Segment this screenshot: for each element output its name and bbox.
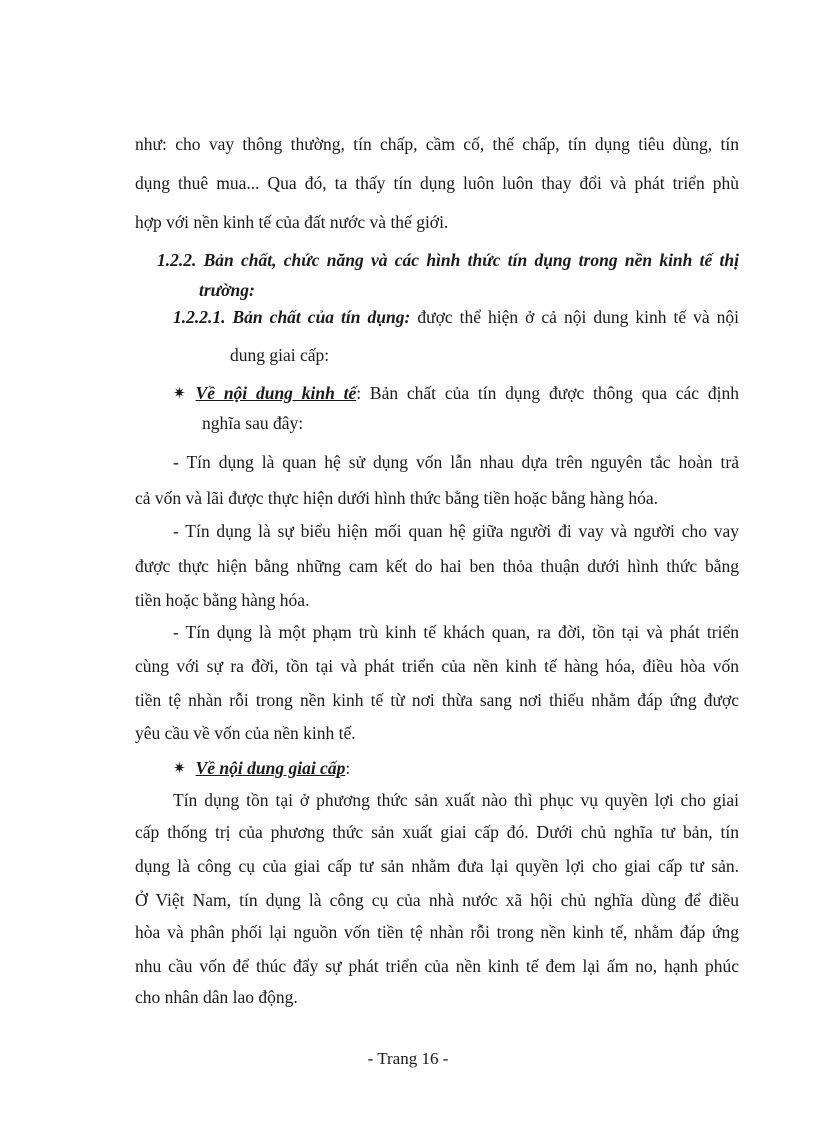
subsection-heading-line [173,306,739,328]
definition-line: cả vốn và lãi được thực hiện dưới hình thức bằng tiền hoặc bằng hàng hóa. [135,488,658,508]
bullet-class-text: : [345,758,351,778]
subsection-heading-1-2-2-1: 1.2.2.1. Bản chất của tín dụng: [173,307,411,327]
paragraph-line: dụng thuê mua... Qua đó, ta thấy tín dụng luôn luôn thay đổi và phát triển phù [135,173,739,193]
paragraph-line: hợp với nền kinh tế của đất nước và thế giới. [135,212,449,232]
paragraph-line: Tín dụng tồn tại ở phương thức sản xuất nào thì phục vụ quyền lợi cho giai [173,790,739,810]
definition-line: - Tín dụng là một phạm trù kinh tế khách quan, ra đời, tồn tại và phát triển [173,622,739,642]
definition-line: - Tín dụng là quan hệ sử dụng vốn lẫn nhau dựa trên nguyên tắc hoàn trả [173,452,739,472]
bullet-class-line [173,757,350,781]
definition-line: - Tín dụng là sự biểu hiện mối quan hệ giữa người đi vay và người cho vay [173,521,739,541]
paragraph-line: hòa và phân phối lại nguồn vốn tiền tệ nhàn rỗi trong nền kinh tế, nhằm đáp ứng [135,922,739,942]
definition-line: được thực hiện bằng những cam kết do hai ben thỏa thuận dưới hình thức bằng [135,556,739,576]
definition-line: tiền tệ nhàn rỗi trong nền kinh tế từ nơi thừa sang nơi thiếu nhằm đáp ứng được [135,690,739,710]
section-heading-1-2-2: 1.2.2. Bản chất, chức năng và các hình thức tín dụng trong nền kinh tế thị [157,250,739,270]
paragraph-line: cấp thống trị của phương thức sản xuất giai cấp đó. Dưới chủ nghĩa tư bản, tín [135,822,739,842]
subsection-heading-text: được thể hiện ở cả nội dung kinh tế và nội [410,307,739,327]
bullet-class-title: Về nội dung giai cấp [195,758,346,778]
star-bullet-icon: ✷ [173,386,186,402]
bullet-economic-text: : Bản chất của tín dụng được thông qua các định [356,383,739,403]
definition-line: tiền hoặc bằng hàng hóa. [135,590,310,610]
bullet-economic-title: Về nội dung kinh tế [195,383,357,403]
paragraph-line: như: cho vay thông thường, tín chấp, cầm cố, thế chấp, tín dụng tiêu dùng, tín [135,134,739,154]
definition-line: cùng với sự ra đời, tồn tại và phát triển của nền kinh tế hàng hóa, điều hòa vốn [135,656,739,676]
definition-line: yêu cầu về vốn của nền kinh tế. [135,723,356,743]
paragraph-line: dụng là công cụ của giai cấp tư sản nhằm đưa lại quyền lợi cho giai cấp tư sản. [135,856,739,876]
page-number: - Trang 16 - [367,1049,449,1068]
bullet-economic-cont: nghĩa sau đây: [202,413,304,433]
section-heading-1-2-2-cont: trường: [199,280,255,300]
paragraph-line: nhu cầu vốn để thúc đẩy sự phát triển của nền kinh tế đem lại ấm no, hạnh phúc [135,956,739,976]
star-bullet-icon: ✷ [173,761,186,777]
bullet-economic-line [173,382,739,406]
paragraph-line: Ở Việt Nam, tín dụng là công cụ của nhà nước xã hội chủ nghĩa dùng để điều [135,890,739,910]
paragraph-line: cho nhân dân lao động. [135,987,298,1007]
subsection-heading-cont: dung giai cấp: [230,345,330,365]
